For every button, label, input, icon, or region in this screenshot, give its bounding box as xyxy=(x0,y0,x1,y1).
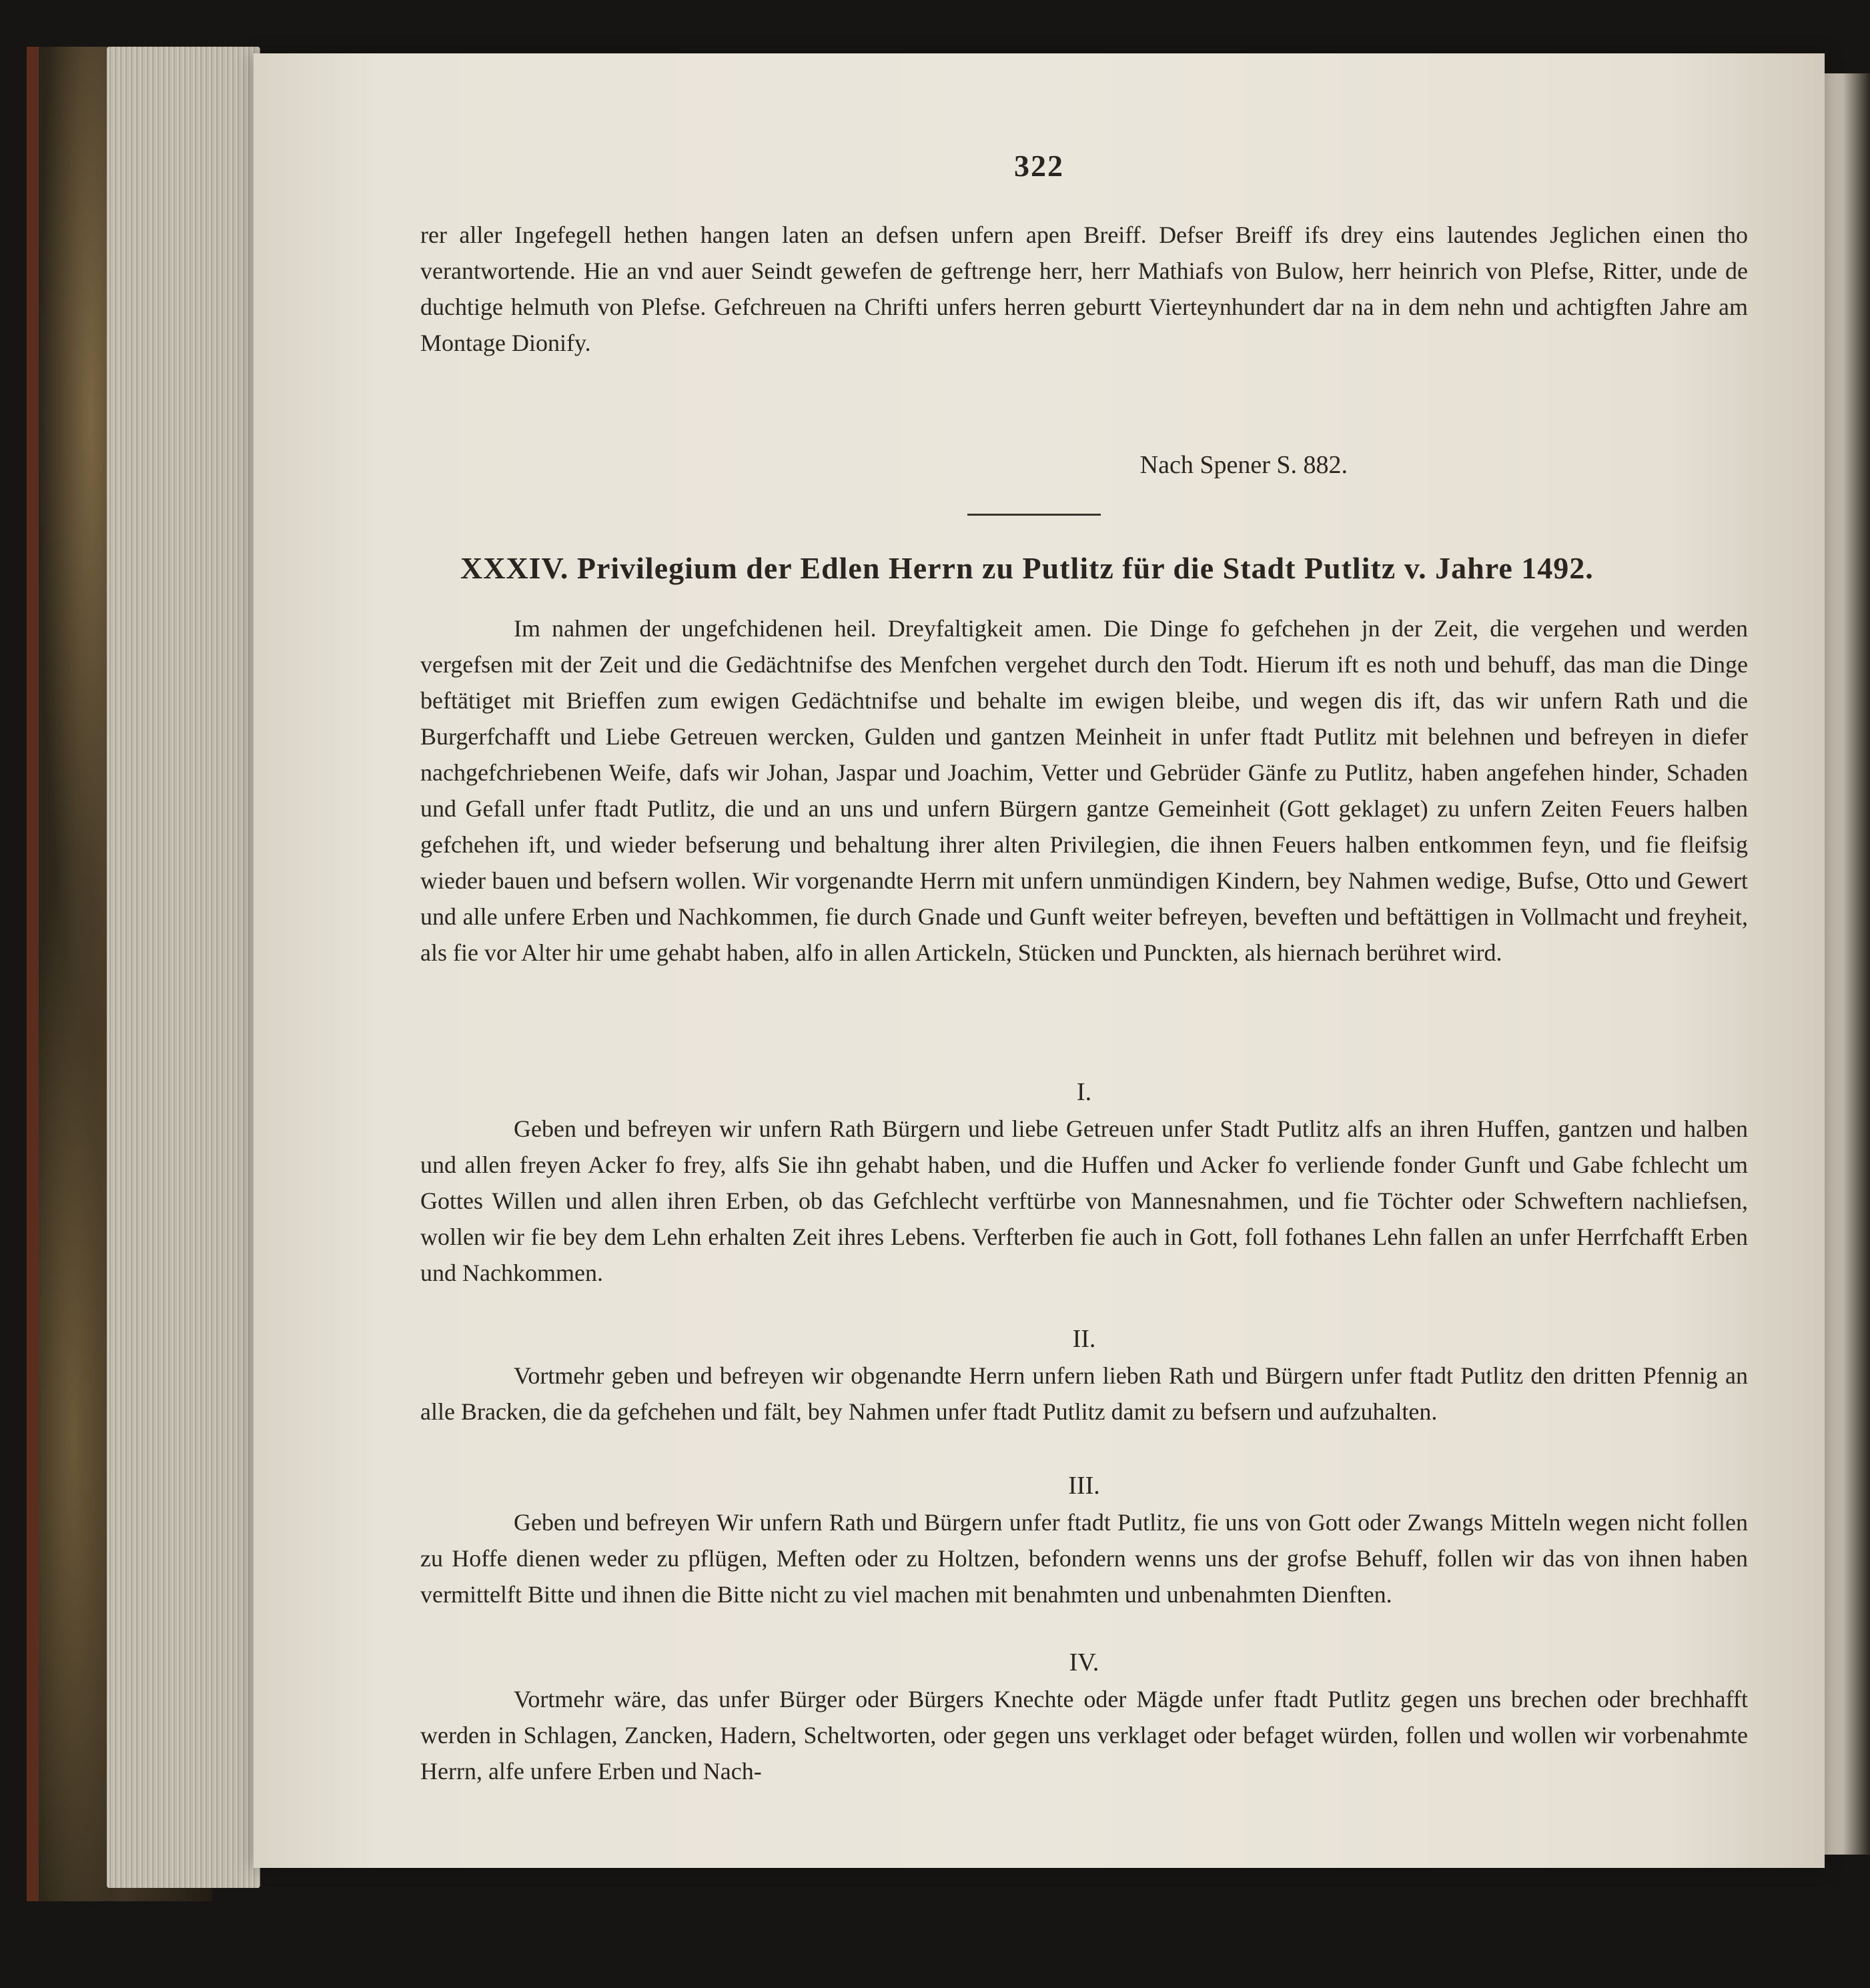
article-text: Vortmehr wäre, das unfer Bürger oder Bürgers Knechte oder Mägde unfer ftadt Putlitz gegen uns brechen oder brechhafft werden in Schlagen, Zancken, Hadern, Scheltworten, oder gegen uns verklaget oder befaget würden, follen und wollen wir vorbenahmte Herrn, alfe unfere Erben und Nach- xyxy=(420,1686,1748,1785)
article-text: Geben und befreyen Wir unfern Rath und Bürgern unfer ftadt Putlitz, fie uns von Gott oder Zwangs Mitteln wegen nicht follen zu Hoffe dienen weder zu pflügen, Meften oder zu Holtzen, befondern wenns uns der grofse Behuff, follen wir das von ihnen haben vermittelft Bitte und ihnen die Bitte nicht zu viel machen mit benahmten und unbenahmten Dienften. xyxy=(420,1509,1748,1608)
article-text: Vortmehr geben und befreyen wir obgenandte Herrn unfern lieben Rath und Bürgern unfer ftadt Putlitz den dritten Pfennig an alle Bracken, die da gefchehen und fält, bey Nahmen unfer ftadt Putlitz damit zu befsern und aufzuhalten. xyxy=(420,1362,1748,1425)
facing-page-edge xyxy=(1825,73,1870,1855)
document-heading: XXXIV. Privilegium der Edlen Herrn zu Putlitz für die Stadt Putlitz v. Jahre 1492. xyxy=(460,551,1594,585)
section-divider xyxy=(967,514,1101,516)
article-numeral: III. xyxy=(1068,1472,1100,1500)
page-number: 322 xyxy=(1014,149,1064,183)
article-numeral: I. xyxy=(1076,1078,1092,1106)
article-numeral: II. xyxy=(1072,1325,1096,1353)
page-edges xyxy=(107,47,260,1888)
source-note: Nach Spener S. 882. xyxy=(1139,451,1348,479)
book-page xyxy=(254,53,1825,1868)
continuation-paragraph: rer aller Ingefegell hethen hangen laten an defsen unfern apen Breiff. Defser Breiff ifs drey eins lautendes Jeglichen einen tho verantwortende. Hie an vnd auer Seindt gewefen de geftrenge herr, herr Mathiafs von Bulow, herr heinrich von Plefse, Ritter, unde de duchtige helmuth von Plefse. Gefchreuen na Chrifti unfers herren geburtt Vierteynhundert dar na in dem nehn und achtigften Jahre am Montage Dionify. xyxy=(420,221,1748,356)
article-text: Geben und befreyen wir unfern Rath Bürgern und liebe Getreuen unfer Stadt Putlitz alfs an ihren Huffen, gantzen und halben und allen freyen Acker fo frey, alfs Sie ihn gehabt haben, und die Huffen und Acker fo verliende fonder Gunft und Gabe fchlecht um Gottes Willen und allen ihren Erben, ob das Gefchlecht verftürbe von Mannesnahmen, und fie Töchter oder Schweftern nachliefsen, wollen wir fie bey dem Lehn erhalten Zeit ihres Lebens. Verfterben fie auch in Gott, foll fothanes Lehn fallen an unfer Herrfchafft Erben und Nachkommen. xyxy=(420,1115,1748,1286)
article-numeral: IV. xyxy=(1069,1648,1099,1676)
intro-paragraph: Im nahmen der ungefchidenen heil. Dreyfaltigkeit amen. Die Dinge fo gefchehen jn der Zeit, die vergehen und werden vergefsen mit der Zeit und die Gedächtnifse des Menfchen vergehet durch den Todt. Hierum ift es noth und behuff, das man die Dinge beftätiget mit Brieffen zum ewigen Gedächtnifse und behalte im ewigen bleibe, und wegen dis ift, das wir unfern Rath und die Burgerfchafft und Liebe Getreuen wercken, Gulden und gantzen Meinheit in unfer ftadt Putlitz mit belehnen und befreyen in diefer nachgefchriebenen Weife, dafs wir Johan, Jaspar und Joachim, Vetter und Gebrüder Gänfe zu Putlitz, haben angefehen hinder, Schaden und Gefall unfer ftadt Putlitz, die und an uns und unfern Bürgern gantze Gemeinheit (Gott geklaget) zu unfern Zeiten Feuers halben gefchehen ift, und wieder befserung und behaltung ihrer alten Privilegien, die ihnen Feuers halben entkommen feyn, und fie fleifsig wieder bauen und befsern wollen. Wir vorgenandte Herrn mit unfern unmündigen Kindern, bey Nahmen wedige, Bufse, Otto und Gewert und alle unfere Erben und Nachkommen, fie durch Gnade und Gunft weiter befreyen, beveften und beftättigen in Vollmacht und freyheit, als fie vor Alter hir ume gehabt haben, alfo in allen Artickeln, Stücken und Punckten, als hiernach berühret wird. xyxy=(420,615,1748,966)
